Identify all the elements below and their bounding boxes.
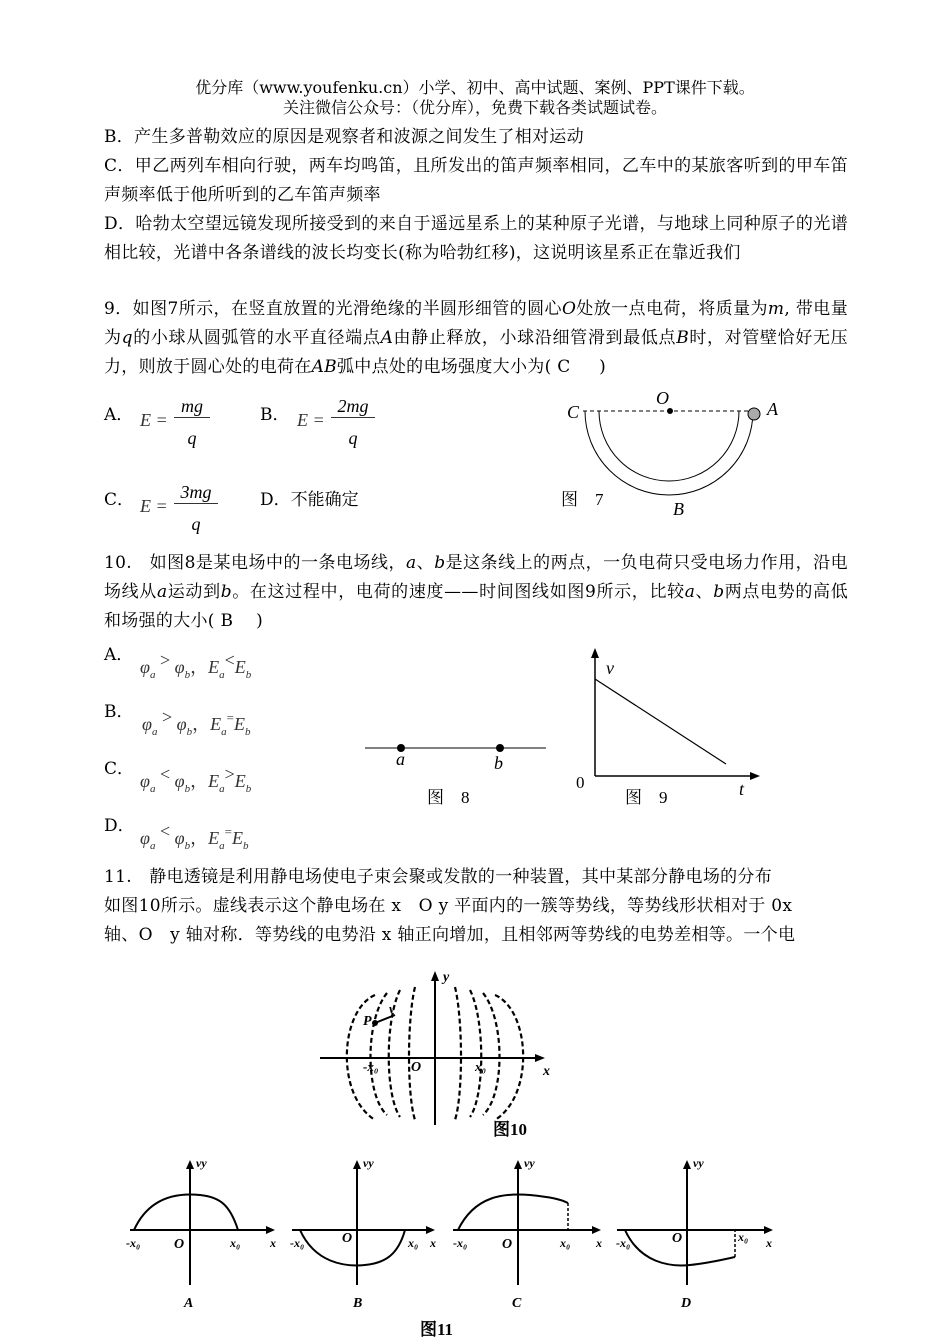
q10-option-b: B． $\varphi_a > \varphi_b$，$E_a^=E_b$ <box>104 702 251 738</box>
fig7-inner-arc <box>599 411 739 481</box>
fig7-center-charge <box>667 408 673 414</box>
q9-option-a-eq: E = <box>140 410 168 430</box>
fig11-a-x-arrow <box>266 1226 275 1234</box>
fig11-d-label-o: O <box>672 1231 683 1246</box>
fig11-panel-d <box>616 1156 773 1311</box>
fig11-b-label-o: O <box>342 1231 353 1246</box>
fig11-panel-b <box>290 1156 436 1311</box>
fig11-c-label-o: O <box>502 1237 513 1252</box>
fig11-a-label-neg-x0: -x₀ <box>126 1236 141 1250</box>
fig9-v-arrow <box>591 648 599 658</box>
fig9-caption: 图 9 <box>625 788 668 807</box>
figure-7 <box>555 385 795 525</box>
header-line-2: 关注微信公众号：（优分库），免费下载各类试题试卷。 <box>282 98 667 117</box>
fig11-a-label-vy: vy <box>196 1156 207 1170</box>
fig7-label-o: O <box>656 388 669 408</box>
q9-option-a-label: A． <box>104 405 134 425</box>
fig11-b-label-x0: x₀ <box>408 1236 419 1250</box>
q11-stem-line-1: 11. 静电透镜是利用静电场使电子束会聚或发散的一种装置，其中某部分静电场的分布 <box>104 867 773 887</box>
fig11-b-y-arrow <box>353 1160 361 1169</box>
q9-option-c-denominator: q <box>191 514 201 534</box>
fig11-a-y-arrow <box>186 1160 194 1169</box>
fig10-label-x0: x₀ <box>475 1059 487 1074</box>
q9-option-b-eq: E = <box>297 410 325 430</box>
figure-10 <box>315 965 555 1145</box>
fig7-label-a: A <box>767 399 778 419</box>
fig11-d-label: D <box>681 1296 692 1311</box>
fig7-outer-arc <box>585 411 753 495</box>
q9-option-c-numerator: 3mg <box>174 482 218 504</box>
fig7-label-b: B <box>673 499 684 519</box>
q9-option-a-denominator: q <box>187 428 197 448</box>
fig8-label-a: a <box>396 749 405 769</box>
fig10-equipotential-right-2 <box>483 993 500 1115</box>
fig11-c-label: C <box>512 1296 522 1311</box>
header-line-1: 优分库（www.youfenku.cn）小学、初中、高中试题、案例、PPT课件下载。 <box>195 78 755 97</box>
fig11-d-y-arrow <box>683 1160 691 1169</box>
fig11-caption: 图11 <box>420 1320 454 1339</box>
fig8-point-b <box>496 744 504 752</box>
fig10-equipotential-left-2 <box>371 993 388 1115</box>
fig10-equipotential-right-3 <box>470 990 481 1117</box>
q9-option-d: D．不能确定 <box>260 490 359 510</box>
q9-option-b-label: B． <box>260 405 290 425</box>
fig11-c-label-x: x <box>596 1236 602 1250</box>
q9-option-b-numerator: 2mg <box>331 396 375 418</box>
fig10-label-v: v <box>389 1001 395 1016</box>
fig10-label-p: P <box>363 1014 372 1029</box>
q9-answer: C <box>557 357 571 377</box>
q9-option-b-denominator: q <box>348 428 358 448</box>
fig11-a-label-o: O <box>174 1237 185 1252</box>
fig8-label-b: b <box>494 753 503 773</box>
fig11-panel-c <box>453 1156 602 1311</box>
figure-9 <box>568 646 768 811</box>
fig11-b-label-x: x <box>430 1236 436 1250</box>
figure-11 <box>120 1155 790 1340</box>
q9-option-a-numerator: mg <box>174 396 210 418</box>
q8-option-d: D．哈勃太空望远镜发现所接受到的来自于遥远星系上的某种原子光谱，与地球上同种原子的光谱相比较，光谱中各条谱线的波长均变长(称为哈勃红移)，这说明该星系正在靠近我们 <box>104 214 848 263</box>
fig11-a-label-x: x <box>270 1236 276 1250</box>
fig9-t-arrow <box>750 772 760 780</box>
fig11-d-label-vy: vy <box>693 1156 704 1170</box>
fig9-label-zero: 0 <box>576 773 585 792</box>
fig11-c-y-arrow <box>514 1160 522 1169</box>
fig10-x-arrow <box>535 1054 545 1062</box>
fig9-label-v: v <box>606 658 614 678</box>
fig7-ball <box>748 408 760 420</box>
q9-option-c-eq: E = <box>140 496 168 516</box>
fig7-caption: 图 7 <box>561 490 604 509</box>
fig9-vt-line <box>595 679 726 764</box>
q9-option-c-label: C． <box>104 490 135 510</box>
q10-stem: 10. 如图8是某电场中的一条电场线，a、b是这条线上的两点，一负电荷只受电场力作用，沿电场线从a运动到b。在这过程中，电荷的速度——时间图线如图9所示，比较a、b两点电势的高低和场强的大小( B ) <box>104 553 848 631</box>
fig10-label-neg-x0: -x₀ <box>363 1059 379 1074</box>
fig7-label-c: C <box>567 402 580 422</box>
q11-stem-line-2: 如图10所示。虚线表示这个静电场在 x O y 平面内的一簇等势线，等势线形状相对于 0x <box>104 896 793 916</box>
fig11-a-label: A <box>184 1296 194 1311</box>
fig11-c-x-arrow <box>592 1226 601 1234</box>
fig10-label-y: y <box>443 970 450 985</box>
fig11-d-label-neg-x0: -x₀ <box>616 1236 631 1250</box>
q10-option-d: D． $\varphi_a < \varphi_b$，$E_a^=E_b$ <box>104 816 249 852</box>
fig10-label-o: O <box>411 1060 422 1075</box>
q10-answer: B <box>220 611 234 631</box>
fig11-b-label-neg-x0: -x₀ <box>290 1236 305 1250</box>
fig10-caption: 图10 <box>493 1120 527 1139</box>
fig9-label-t: t <box>739 779 745 799</box>
fig10-equipotential-left-inner <box>409 987 415 1120</box>
fig10-label-x: x <box>543 1064 550 1079</box>
fig11-d-x-arrow <box>764 1226 773 1234</box>
q9-stem: 9．如图7所示，在竖直放置的光滑绝缘的半圆形细管的圆心O处放一点电荷，将质量为m, 带电量为q的小球从圆弧管的水平直径端点A由静止释放，小球沿细管滑到最低点B时，对管壁恰好无压力，则放于圆心处的电荷在AB弧中点处的电场强度大小为( C ) <box>104 299 849 377</box>
fig11-c-label-neg-x0: -x₀ <box>453 1236 468 1250</box>
fig8-caption: 图 8 <box>427 788 470 807</box>
figure-8 <box>360 735 555 815</box>
fig11-b-label: B <box>353 1296 363 1311</box>
q8-option-c: C．甲乙两列车相向行驶，两车均鸣笛，且所发出的笛声频率相同，乙车中的某旅客听到的甲车笛声频率低于他所听到的乙车笛声频率 <box>104 156 848 205</box>
q10-option-c: C． $\varphi_a < \varphi_b$，$E_a>E_b$ <box>104 759 252 795</box>
fig10-equipotential-right-inner <box>455 987 461 1120</box>
q8-option-b: B．产生多普勒效应的原因是观察者和波源之间发生了相对运动 <box>104 127 584 147</box>
fig10-y-arrow <box>431 971 439 981</box>
fig10-point-p <box>372 1020 378 1026</box>
q10-options <box>104 640 344 860</box>
fig11-d-label-x: x <box>766 1236 772 1250</box>
fig11-a-label-x0: x₀ <box>230 1236 241 1250</box>
fig11-b-x-arrow <box>426 1226 435 1234</box>
fig11-b-label-vy: vy <box>363 1156 374 1170</box>
fig11-a-curve <box>134 1194 238 1230</box>
fig11-c-label-vy: vy <box>524 1156 535 1170</box>
fig11-c-label-x0: x₀ <box>560 1236 571 1250</box>
q11-stem-line-3: 轴、O y 轴对称．等势线的电势沿 x 轴正向增加，且相邻两等势线的电势差相等。一个电 <box>104 925 796 945</box>
fig11-b-curve <box>300 1230 405 1265</box>
fig11-c-curve <box>458 1194 568 1230</box>
fig11-panel-a <box>126 1156 276 1311</box>
q10-option-a: A． $\varphi_a > \varphi_b$，$E_a<E_b$ <box>104 645 252 681</box>
fig11-d-label-x0: x₀ <box>738 1230 749 1244</box>
